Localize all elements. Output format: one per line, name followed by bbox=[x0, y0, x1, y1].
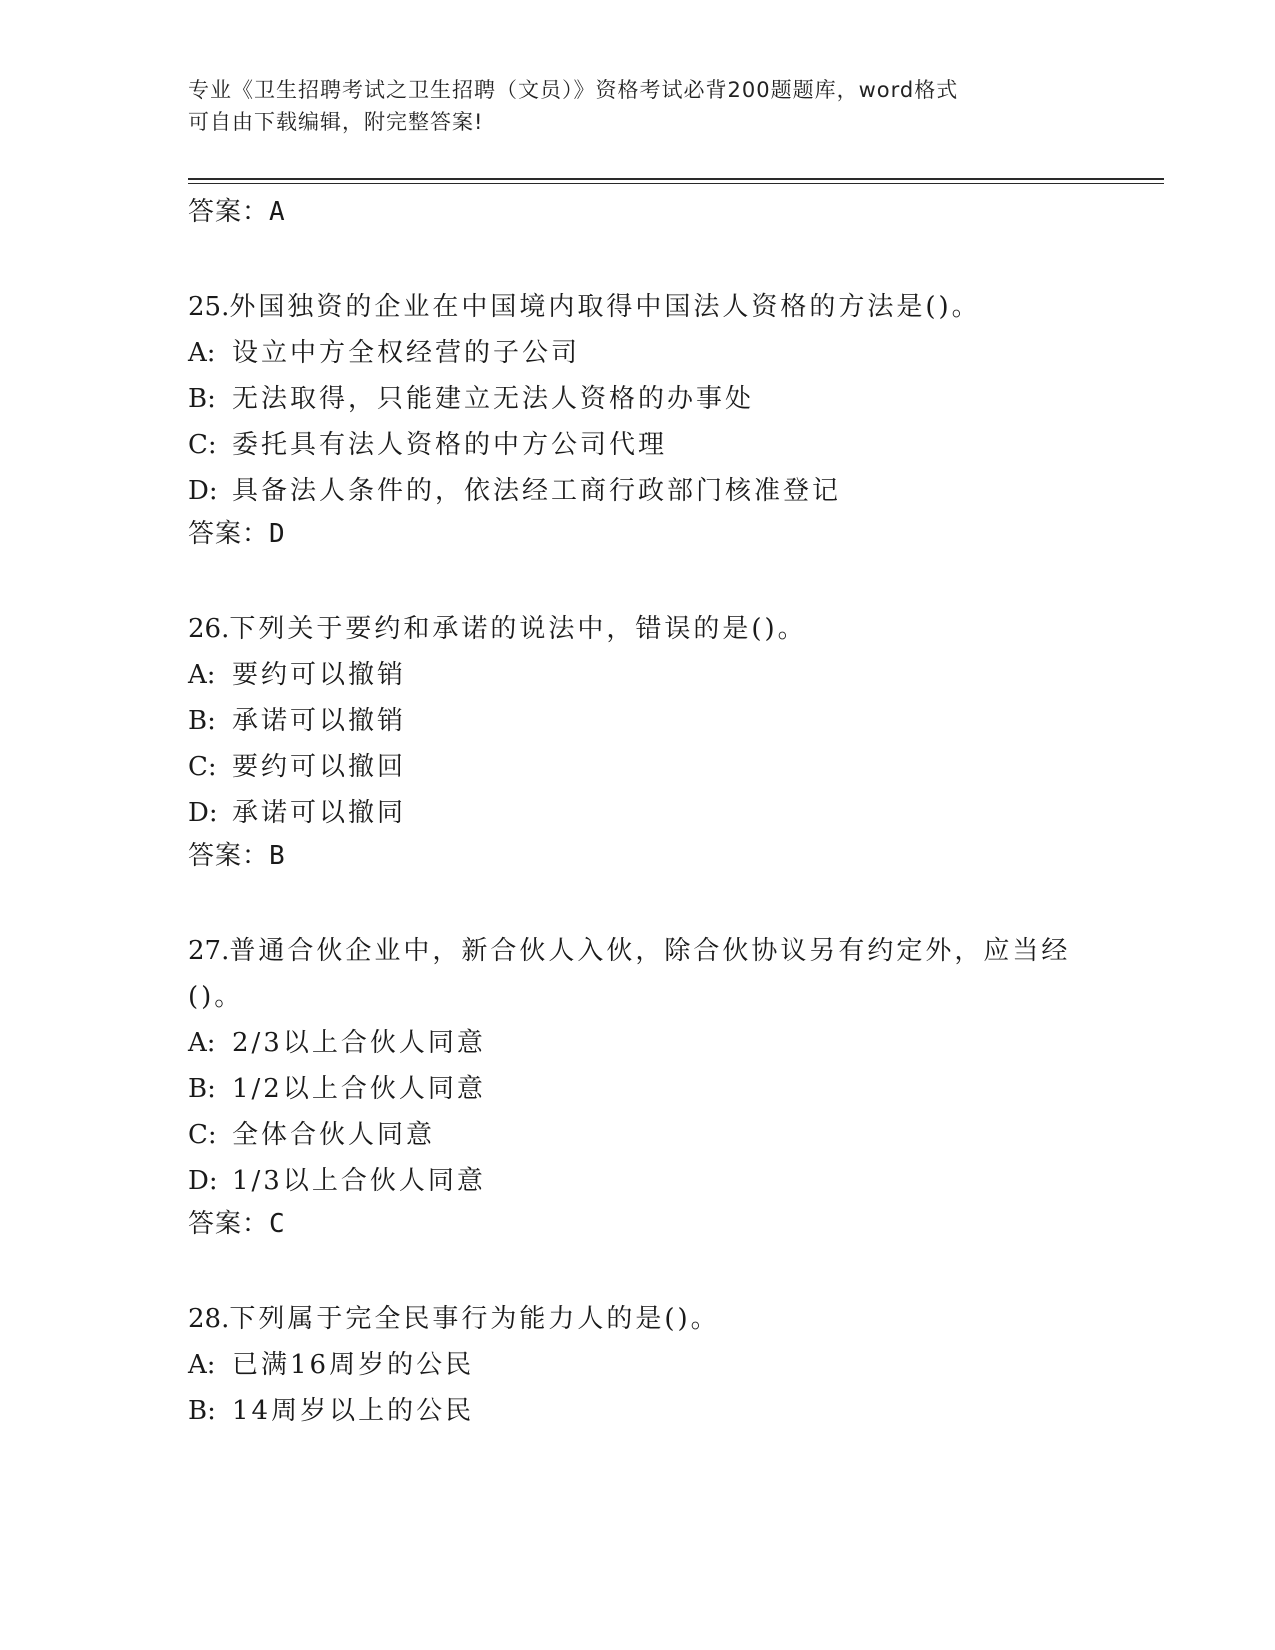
answer-line bbox=[188, 836, 1088, 876]
option-key: C: bbox=[188, 430, 217, 460]
option-b bbox=[188, 698, 1088, 744]
option-key: D: bbox=[188, 1166, 218, 1196]
question-25 bbox=[188, 284, 1088, 554]
option-d bbox=[188, 468, 1088, 514]
question-28 bbox=[188, 1296, 1088, 1434]
option-c bbox=[188, 1112, 1088, 1158]
answer-line bbox=[188, 192, 1088, 232]
option-b bbox=[188, 376, 1088, 422]
option-key: B: bbox=[188, 706, 216, 736]
option-text: 设立中方全权经营的子公司 bbox=[232, 338, 581, 368]
answer-label: 答案： bbox=[188, 197, 270, 227]
question-26 bbox=[188, 606, 1088, 876]
option-d bbox=[188, 790, 1088, 836]
option-text: 承诺可以撤销 bbox=[232, 706, 407, 736]
header-line-2: 可自由下载编辑，附完整答案! bbox=[188, 110, 484, 134]
option-a bbox=[188, 652, 1088, 698]
answer-value: C bbox=[269, 1209, 286, 1239]
question-text bbox=[188, 284, 1088, 330]
option-c bbox=[188, 744, 1088, 790]
header-line-1: 专业《卫生招聘考试之卫生招聘（文员）》资格考试必背200题题库，word格式 bbox=[188, 78, 959, 102]
option-text: 14周岁以上的公民 bbox=[232, 1396, 475, 1426]
option-a bbox=[188, 1020, 1088, 1066]
header-divider-thin bbox=[188, 183, 1164, 184]
option-text: 要约可以撤销 bbox=[232, 660, 407, 690]
option-key: B: bbox=[188, 384, 216, 414]
option-text: 要约可以撤回 bbox=[232, 752, 407, 782]
option-b bbox=[188, 1388, 1088, 1434]
option-text: 无法取得，只能建立无法人资格的办事处 bbox=[232, 384, 755, 414]
answer-label: 答案： bbox=[188, 519, 270, 549]
question-text bbox=[188, 1296, 1088, 1342]
question-number: 27. bbox=[188, 936, 230, 966]
option-key: B: bbox=[188, 1396, 216, 1426]
question-list bbox=[188, 192, 1088, 1434]
question-stem: 下列关于要约和承诺的说法中，错误的是()。 bbox=[229, 614, 807, 644]
option-key: A: bbox=[188, 1028, 216, 1058]
option-key: B: bbox=[188, 1074, 216, 1104]
option-text: 具备法人条件的，依法经工商行政部门核准登记 bbox=[232, 476, 842, 506]
document-header bbox=[188, 74, 1088, 138]
option-text: 已满16周岁的公民 bbox=[232, 1350, 475, 1380]
option-key: A: bbox=[188, 338, 216, 368]
option-a bbox=[188, 330, 1088, 376]
question-27 bbox=[188, 928, 1088, 1244]
option-key: C: bbox=[188, 752, 217, 782]
question-number: 28. bbox=[188, 1304, 230, 1334]
question-text bbox=[188, 928, 1088, 1020]
question-number: 25. bbox=[188, 292, 230, 322]
option-key: A: bbox=[188, 660, 216, 690]
option-d bbox=[188, 1158, 1088, 1204]
option-text: 承诺可以撤同 bbox=[232, 798, 407, 828]
option-c bbox=[188, 422, 1088, 468]
option-text: 委托具有法人资格的中方公司代理 bbox=[232, 430, 668, 460]
question-number: 26. bbox=[188, 614, 230, 644]
option-key: D: bbox=[188, 476, 218, 506]
option-key: D: bbox=[188, 798, 218, 828]
option-key: C: bbox=[188, 1120, 217, 1150]
answer-line bbox=[188, 1204, 1088, 1244]
header-divider-thick bbox=[188, 178, 1164, 180]
question-stem: 外国独资的企业在中国境内取得中国法人资格的方法是()。 bbox=[229, 292, 981, 322]
answer-line bbox=[188, 514, 1088, 554]
question-stem: 下列属于完全民事行为能力人的是()。 bbox=[229, 1304, 720, 1334]
option-text: 1/2以上合伙人同意 bbox=[232, 1074, 486, 1104]
answer-label: 答案： bbox=[188, 841, 270, 871]
option-b bbox=[188, 1066, 1088, 1112]
option-text: 1/3以上合伙人同意 bbox=[232, 1166, 486, 1196]
option-a bbox=[188, 1342, 1088, 1388]
option-text: 全体合伙人同意 bbox=[232, 1120, 436, 1150]
question-stem: 普通合伙企业中，新合伙人入伙，除合伙协议另有约定外，应当经()。 bbox=[188, 936, 1071, 1012]
question-text bbox=[188, 606, 1088, 652]
answer-label: 答案： bbox=[188, 1209, 270, 1239]
answer-value: B bbox=[269, 841, 286, 871]
answer-value: A bbox=[269, 197, 286, 227]
answer-value: D bbox=[269, 519, 286, 549]
option-key: A: bbox=[188, 1350, 216, 1380]
option-text: 2/3以上合伙人同意 bbox=[232, 1028, 486, 1058]
